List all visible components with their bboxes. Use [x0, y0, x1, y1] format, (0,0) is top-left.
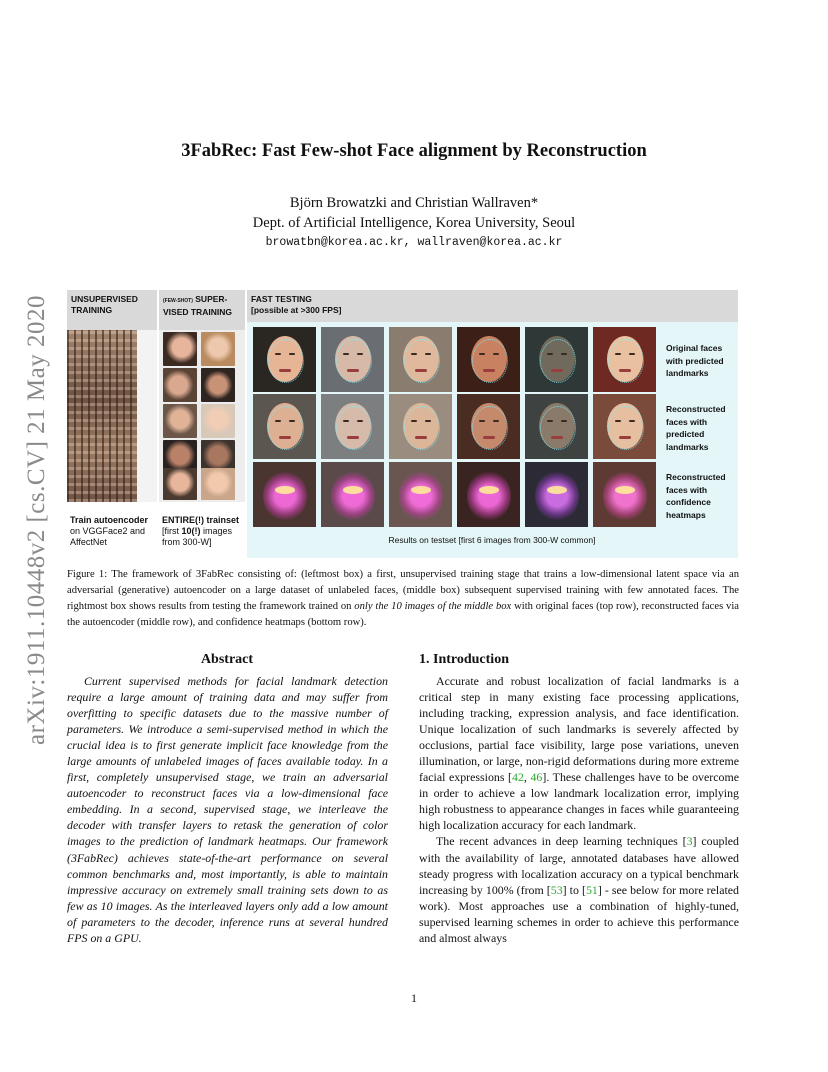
- original-face: [389, 327, 452, 392]
- arxiv-sidebar: [22, 270, 52, 770]
- page-number: 1: [411, 991, 417, 1005]
- figure-1: [67, 290, 738, 558]
- heatmap-face: [457, 462, 520, 527]
- col-unsupervised-header: [67, 290, 157, 330]
- affiliation: Dept. of Artificial Intelligence, Korea University, Seoul: [252, 215, 576, 231]
- reconstructed-face: [525, 394, 588, 459]
- col-supervised-header-line1: SUPER-: [192, 294, 228, 304]
- row-label-heatmaps: Reconstructed faces with confidence heatmaps: [666, 472, 726, 520]
- col-unsupervised-footer: [67, 515, 159, 548]
- citation-link[interactable]: 46: [530, 770, 543, 785]
- caption-label: Figure 1:: [67, 569, 108, 580]
- training-face-thumb: [163, 332, 197, 366]
- col-unsupervised-footer-line2: on VGGFace2 and: [70, 526, 146, 536]
- heatmap-face: [389, 462, 452, 527]
- results-label: Results on testset [first 6 images from 300-W common]: [388, 535, 596, 545]
- original-face: [525, 327, 588, 392]
- original-face: [253, 327, 316, 392]
- col-supervised-footer: ENTIRE(!) trainset [first 10(!) images from 300-W]: [159, 515, 247, 548]
- col-unsupervised-footer-bold: Train autoencoder: [70, 515, 149, 525]
- abstract-heading: Abstract: [200, 652, 254, 667]
- training-face-thumb: [201, 368, 235, 402]
- citation-link[interactable]: 51: [585, 882, 598, 897]
- training-face-thumb: [163, 468, 197, 500]
- intro-paragraph-2: The recent advances in deep learning techniques [3] coupled with the availability of large, annotated databases have allowed steady progress with localization accuracy on a typical benchmark increasing by 100% (from [53] to [51] - see below for more related work). Most approaches use a combination of highly-tuned, supervised learning schemes in order to achieve this performance and almost always: [419, 834, 740, 945]
- training-thumbnails: [159, 330, 245, 502]
- training-face-thumb: [201, 404, 235, 438]
- citation-link[interactable]: 53: [550, 882, 563, 897]
- col-testing-header-line1: FAST TESTING: [251, 294, 312, 304]
- col-testing-header: [247, 290, 738, 322]
- reconstructed-face: [253, 394, 316, 459]
- authors: Björn Browatzki and Christian Wallraven*: [289, 195, 539, 211]
- col-supervised-footer-bold: ENTIRE(!) trainset: [162, 515, 240, 525]
- col-supervised-header-small: (FEW-SHOT): [163, 298, 193, 304]
- reconstructed-face: [321, 394, 384, 459]
- col-unsupervised-footer-line3: AffectNet: [70, 537, 107, 547]
- citation-link[interactable]: 42: [512, 770, 524, 785]
- col-testing-header-line2: [possible at >300 FPS]: [251, 305, 342, 315]
- col-supervised-header-line2: VISED TRAINING: [163, 307, 232, 317]
- citation-link[interactable]: 3: [686, 834, 693, 849]
- original-face: [321, 327, 384, 392]
- intro-heading: 1. Introduction: [419, 652, 509, 667]
- original-face: [593, 327, 656, 392]
- abstract-body: [67, 673, 388, 946]
- heatmap-face: [593, 462, 656, 527]
- col-unsupervised-header-line2: TRAINING: [71, 305, 113, 315]
- abstract-text: Current supervised methods for facial landmark detection require a large amount of training data and may suffer from overfitting to specific datasets due to the massive number of parameters. We introduce a semi-supervised method in which the crucial idea is to first generate implicit face knowledge from the large amounts of unlabeled images of faces available today. In a first, completely unsupervised stage, we train an adversarial autoencoder to reconstruct faces via a low-dimensional face embedding. In a second, supervised stage, we interleave the decoder with transfer layers to retask the generation of color images to the prediction of landmark heatmaps. Our framework (3FabRec) achieves state-of-the-art performance on several common benchmarks and, most importantly, is able to maintain impressive accuracy on extremely small training sets down to as few as 10 images. As the interleaved layers only add a low amount of parameters to the decoder, inference runs at several hundred FPS on a GPU.: [67, 674, 388, 945]
- heatmap-face: [321, 462, 384, 527]
- col-supervised-footer-line3: from 300-W]: [162, 537, 212, 547]
- col-supervised-header: [159, 290, 245, 330]
- col-unsupervised-header-line1: UNSUPERVISED: [71, 294, 138, 304]
- arxiv-id: arXiv:1911.10448v2 [cs.CV] 21 May 2020: [23, 295, 50, 745]
- heatmap-face: [253, 462, 316, 527]
- reconstructed-face: [593, 394, 656, 459]
- row-label-original: Original faces with predicted landmarks: [666, 343, 724, 378]
- author-emails: browatbn@korea.ac.kr, wallraven@korea.ac.kr: [265, 236, 563, 249]
- results-panel: [247, 322, 738, 558]
- training-face-thumb: [163, 368, 197, 402]
- paper-title: 3FabRec: Fast Few-shot Face alignment by Reconstruction: [181, 141, 647, 161]
- reconstructed-face: [457, 394, 520, 459]
- training-face-thumb: [163, 404, 197, 438]
- row-label-reconstructed: Reconstructed faces with predicted landmarks: [666, 404, 726, 452]
- training-face-thumb: [201, 468, 235, 500]
- original-face: [457, 327, 520, 392]
- intro-body: [419, 673, 739, 946]
- face-mosaic-image: [67, 330, 137, 502]
- training-face-thumb: [201, 332, 235, 366]
- heatmap-face: [525, 462, 588, 527]
- reconstructed-face: [389, 394, 452, 459]
- intro-paragraph-1: Accurate and robust localization of facial landmarks is a critical step in many existing face processing applications, including tracking, expression analysis, and face identification. Unique localization of such landmarks is severely affected by occlusions, partial face visibility, large pose variations, uneven illumination, or large, non-rigid deformations during more extreme facial expressions [42, 46]. These challenges have to be overcome in order to achieve a low landmark localization error, implying high robustness to appearance changes in faces while guaranteeing high localization accuracy for each landmark.: [419, 674, 739, 833]
- figure-caption: Figure 1: The framework of 3FabRec consisting of: (leftmost box) a first, unsupervised training stage that trains a low-dimensional latent space via an adversarial (generative) autoencoder on a large dataset of unlabeled faces, (middle box) subsequent supervised training with few annotated faces. The rightmost box shows results from testing the framework trained on only the 10 images of the middle box with original faces (top row), reconstructed faces via the autoencoder (middle row), and confidence heatmaps (bottom row).: [67, 569, 739, 628]
